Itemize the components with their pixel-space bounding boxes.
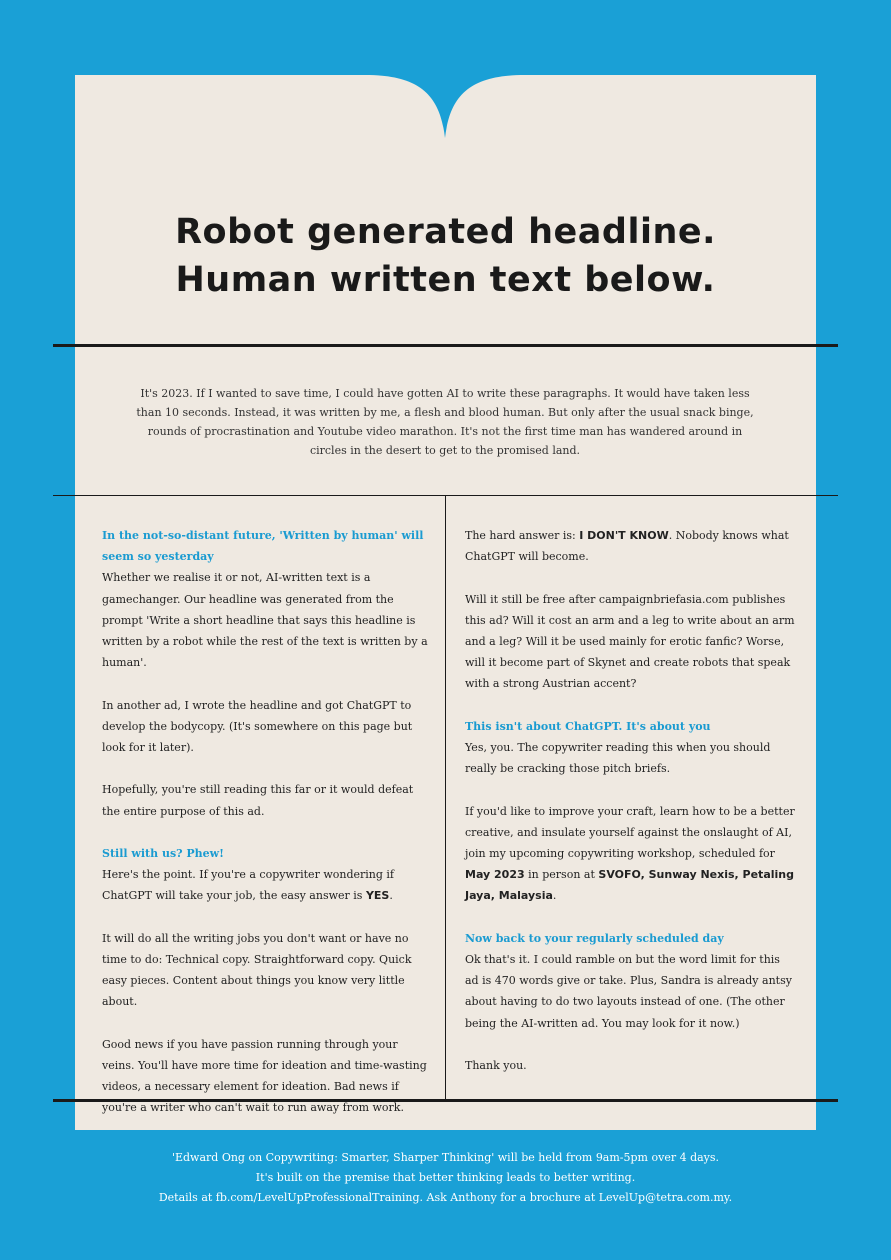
body-text: . — [552, 889, 557, 903]
subhead-back: Now back to your regularly scheduled day — [465, 931, 724, 945]
subhead-future: In the not-so-distant future, 'Written by human' will seem so yesterday — [102, 529, 424, 564]
right-column — [465, 525, 795, 1097]
bold-dont-know: I DON'T KNOW — [579, 529, 669, 542]
footer-line-2: It's built on the premise that better thinking leads to better writing. — [255, 1171, 636, 1184]
workshop-paragraph — [465, 801, 795, 907]
headline-line-1: Robot generated headline. — [175, 212, 716, 252]
bold-venue: SVOFO, Sunway Nexis, Petaling Jaya, Malaysia — [465, 868, 794, 903]
bold-date: May 2023 — [465, 868, 525, 882]
body-text: Yes, you. The copywriter reading this when you should really be cracking those pitch briefs. — [465, 741, 771, 776]
column-divider — [445, 495, 446, 1100]
footer-line-3: Details at fb.com/LevelUpProfessionalTraining. Ask Anthony for a brochure at LevelUp@tetra.com.my. — [158, 1191, 733, 1204]
body-text: In another ad, I wrote the headline and got ChatGPT to develop the bodycopy. (It's somewhere on this page but look for it later). — [102, 698, 413, 755]
top-divider — [53, 344, 838, 347]
intro-paragraph: It's 2023. If I wanted to save time, I could have gotten AI to write these paragraphs. It would have taken less than 10 seconds. Instead, it was written by me, a flesh and blood human. But only after the usual snack binge, rounds of procrastination and Youtube video marathon. It's not the first time man has wandered around in circles in the desert to get to the promised land. — [136, 387, 754, 457]
body-text: It will do all the writing jobs you don't want or have no time to do: Technical copy. Straightforward copy. Quick easy pieces. Content about things you know very little about. — [102, 931, 412, 1009]
body-text: Hopefully, you're still reading this far or it would defeat the entire purpose of this ad. — [102, 783, 414, 818]
body-text: The hard answer is: — [465, 529, 580, 542]
bold-yes: YES — [365, 889, 390, 903]
headline — [75, 208, 816, 304]
body-text: Will it still be free after campaignbriefasia.com publishes this ad? Will it cost an arm and a leg to write about an arm and a leg? Will it be used mainly for erotic fanfic? Worse, will it become part of Skynet and create robots that speak with a strong Austrian accent? — [465, 592, 795, 691]
subhead-about-you: This isn't about ChatGPT. It's about you — [465, 719, 711, 733]
body-text: in person at — [524, 868, 599, 882]
left-column — [102, 525, 428, 1140]
left-section-2 — [102, 843, 428, 907]
right-section-3 — [465, 928, 795, 1034]
body-text: Here's the point. If you're a copywriter wondering if ChatGPT will take your job, the easy answer is — [102, 868, 394, 903]
body-text: Ok that's it. I could ramble on but the word limit for this ad is 470 words give or take. Plus, Sandra is already antsy about having to do two layouts instead of one. (The other being the AI-written ad. You may look for it now.) — [465, 953, 792, 1030]
body-text: Whether we realise it or not, AI-written text is a gamechanger. Our headline was generated from the prompt 'Write a short headline that says this headline is written by a robot while the rest of the text is written by a human'. — [102, 571, 428, 670]
body-text: . Nobody knows what ChatGPT will become. — [465, 529, 789, 564]
body-text: . — [389, 889, 393, 903]
subhead-phew: Still with us? Phew! — [102, 847, 224, 860]
footer — [75, 1148, 816, 1208]
body-text: Good news if you have passion running through your veins. You'll have more time for ideation and time-wasting videos, a necessary element for ideation. Bad news if you're a writer who can't wait to run away from work. — [102, 1037, 427, 1115]
left-section-1 — [102, 525, 428, 673]
body-text: Thank you. — [465, 1059, 527, 1072]
right-section-2 — [465, 716, 795, 780]
headline-line-2: Human written text below. — [175, 260, 716, 300]
notch-decoration — [0, 0, 891, 140]
body-text: If you'd like to improve your craft, learn how to be a better creative, and insulate yourself against the onslaught of AI, join my upcoming copywriting workshop, scheduled for — [465, 804, 795, 860]
footer-line-1: 'Edward Ong on Copywriting: Smarter, Sharper Thinking' will be held from 9am-5pm over 4 days. — [171, 1151, 720, 1164]
right-section-1 — [465, 525, 795, 567]
